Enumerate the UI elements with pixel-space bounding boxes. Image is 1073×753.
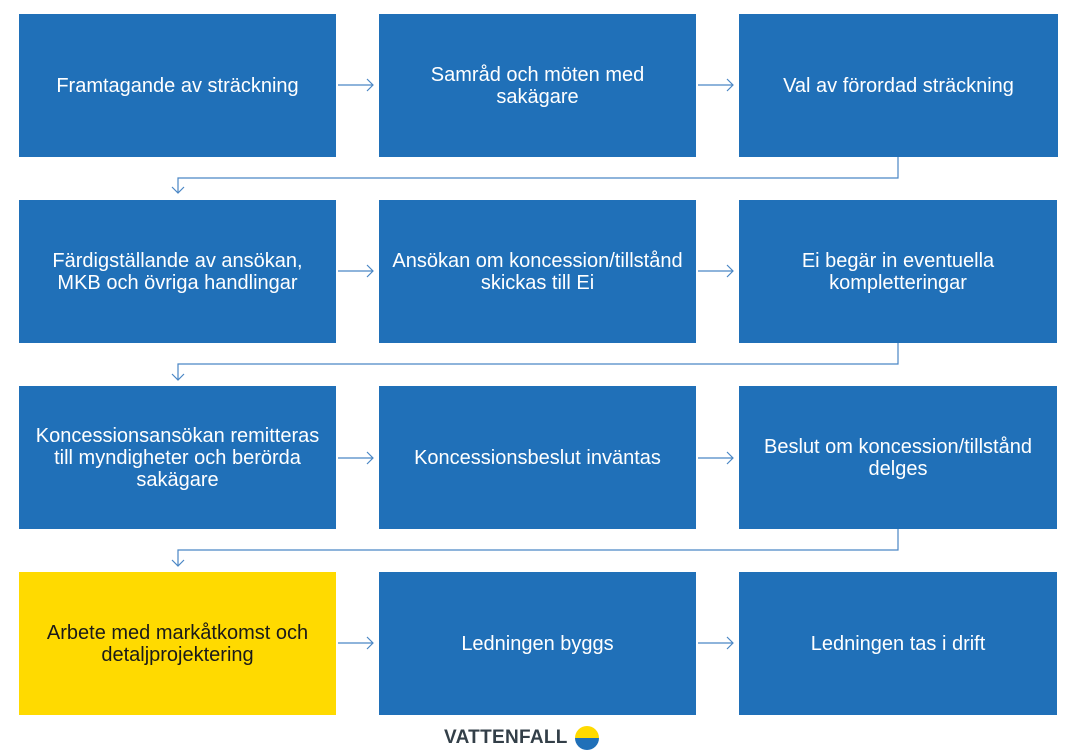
process-step-box [19,386,336,529]
process-step-box-highlighted [19,572,336,715]
process-step-label: Beslut om koncession/tillstånd delges [764,435,1032,480]
process-step-label: Val av förordad sträckning [783,74,1014,97]
process-step-label: Ledningen byggs [461,632,614,655]
process-step-box [19,200,336,343]
process-step-label: Ei begär in eventuella kompletteringar [801,249,995,294]
process-step-label: Framtagande av sträckning [56,74,299,97]
process-step-box [379,386,696,529]
process-step-label: Koncessionsbeslut inväntas [414,446,661,469]
process-step-box [739,386,1057,529]
process-step-box [19,14,336,157]
elbow-connector [178,157,898,193]
process-step-box [379,14,696,157]
logo-text: VATTENFALL [444,727,568,748]
process-step-box [739,14,1058,157]
process-step-box [739,200,1057,343]
vattenfall-logo [444,724,600,752]
process-step-label: Arbete med markåtkomst och detaljprojektering [46,621,309,666]
process-step-label: Koncessionsansökan remitteras till myndigheter och berörda sakägare [35,424,320,491]
process-step-box [379,200,696,343]
elbow-connector [178,529,898,566]
process-step-label: Ledningen tas i drift [810,632,986,655]
process-step-label: Samråd och möten med sakägare [430,63,645,108]
process-step-box [739,572,1057,715]
process-step-label: Färdigställande av ansökan, MKB och övriga handlingar [52,249,303,294]
process-step-label: Ansökan om koncession/tillstånd skickas till Ei [392,249,683,294]
elbow-connector [178,343,898,380]
process-step-box [379,572,696,715]
vattenfall-logo-icon [574,725,600,751]
